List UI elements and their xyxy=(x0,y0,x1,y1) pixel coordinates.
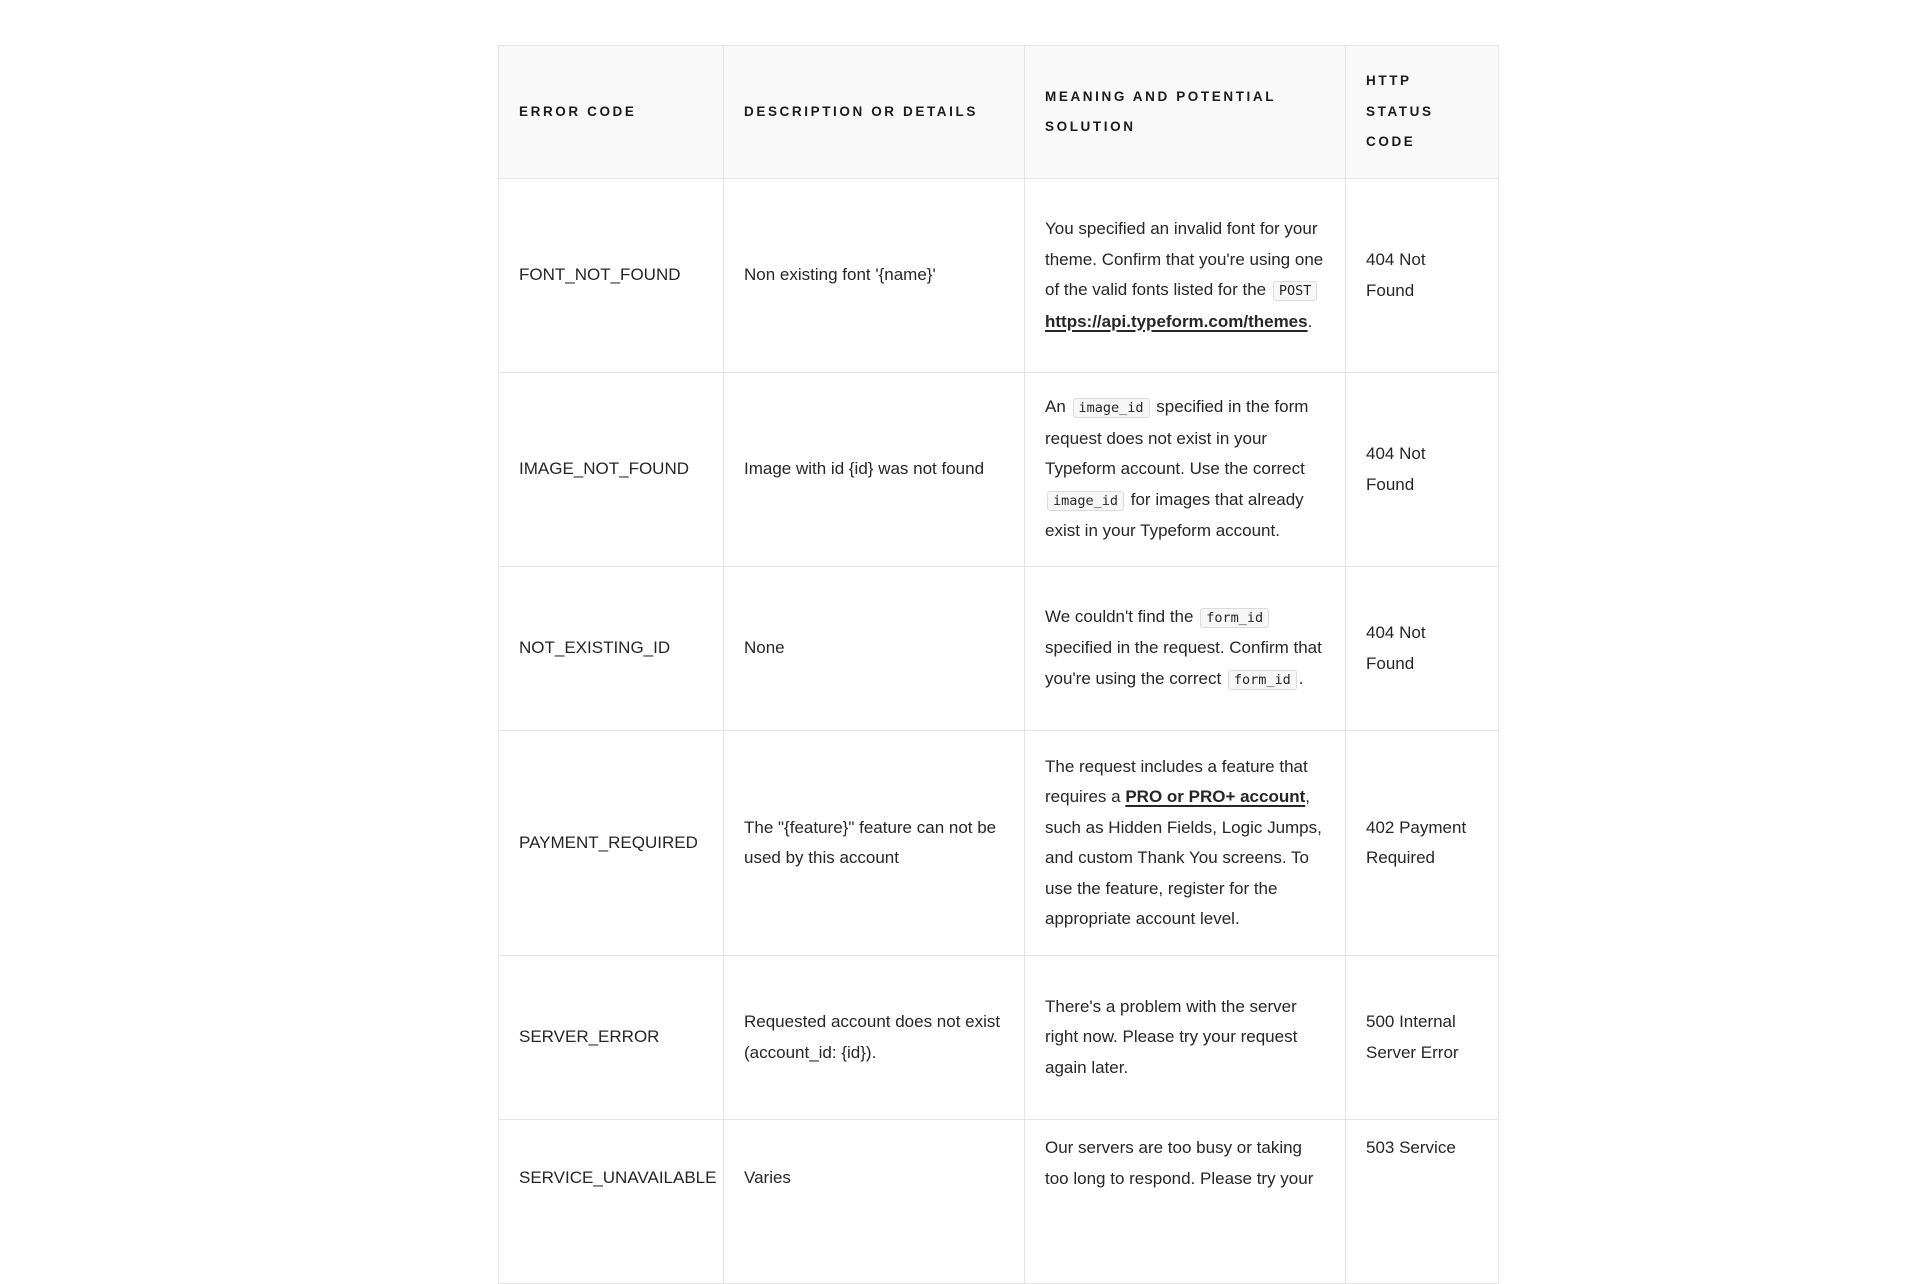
meaning-cell xyxy=(1025,373,1346,567)
inline-code: POST xyxy=(1273,281,1318,301)
inline-code: form_id xyxy=(1228,670,1297,690)
meaning-text: specified in the request. Confirm that you're using the correct xyxy=(1045,638,1322,688)
error-code-cell: NOT_EXISTING_ID xyxy=(499,567,724,731)
table-header-row xyxy=(499,46,1499,179)
description-cell: Non existing font '{name}' xyxy=(724,179,1025,373)
meaning-text: . xyxy=(1307,311,1313,331)
inline-code: image_id xyxy=(1047,491,1124,511)
table-row xyxy=(499,731,1499,956)
meaning-text: for images that already exist in your Typeform account. xyxy=(1045,489,1304,541)
meaning-text: . xyxy=(1298,668,1304,688)
themes-endpoint-link[interactable]: https://api.typeform.com/themes xyxy=(1045,311,1308,331)
http-status-cell: 404 Not Found xyxy=(1346,567,1499,731)
error-code-cell: FONT_NOT_FOUND xyxy=(499,179,724,373)
meaning-cell: Our servers are too busy or taking too long to respond. Please try your xyxy=(1025,1120,1346,1284)
table-row xyxy=(499,179,1499,373)
table-header xyxy=(499,46,1499,179)
header-meaning: MEANING AND POTENTIAL SOLUTION xyxy=(1025,46,1346,179)
error-code-cell: PAYMENT_REQUIRED xyxy=(499,731,724,956)
header-http-status: HTTP STATUS CODE xyxy=(1346,46,1499,179)
meaning-text: We couldn't find the xyxy=(1045,606,1199,626)
error-code-cell: SERVER_ERROR xyxy=(499,956,724,1120)
http-status-cell: 404 Not Found xyxy=(1346,373,1499,567)
meaning-cell xyxy=(1025,567,1346,731)
meaning-text: You specified an invalid font for your theme. Confirm that you're using one of the valid fonts listed for the xyxy=(1045,219,1324,299)
error-code-cell: SERVICE_UNAVAILABLE xyxy=(499,1120,724,1284)
table-body xyxy=(499,179,1499,1284)
description-cell: The "{feature}" feature can not be used by this account xyxy=(724,731,1025,956)
header-error-code: ERROR CODE xyxy=(499,46,724,179)
inline-code: form_id xyxy=(1200,608,1269,628)
description-cell: Requested account does not exist (account_id: {id}). xyxy=(724,956,1025,1120)
meaning-text: An xyxy=(1045,397,1071,417)
inline-code: image_id xyxy=(1073,398,1150,418)
description-cell: None xyxy=(724,567,1025,731)
meaning-text: specified in the form request does not exist in your Typeform account. Use the correct xyxy=(1045,397,1309,479)
meaning-cell xyxy=(1025,731,1346,956)
description-cell: Varies xyxy=(724,1120,1025,1284)
table-row xyxy=(499,956,1499,1120)
meaning-cell: There's a problem with the server right now. Please try your request again later. xyxy=(1025,956,1346,1120)
http-status-cell: 503 Service xyxy=(1346,1120,1499,1284)
error-code-cell: IMAGE_NOT_FOUND xyxy=(499,373,724,567)
http-status-cell: 500 Internal Server Error xyxy=(1346,956,1499,1120)
description-cell: Image with id {id} was not found xyxy=(724,373,1025,567)
table-row xyxy=(499,567,1499,731)
error-codes-table-viewport xyxy=(498,45,1467,1205)
pro-account-link[interactable]: PRO or PRO+ account xyxy=(1125,787,1306,806)
meaning-text: , such as Hidden Fields, Logic Jumps, and custom Thank You screens. To use the feature, register for the appropriate account level. xyxy=(1045,787,1322,928)
error-codes-table xyxy=(498,45,1499,1284)
meaning-cell xyxy=(1025,179,1346,373)
header-description: DESCRIPTION OR DETAILS xyxy=(724,46,1025,179)
meaning-text: The request includes a feature that requires a xyxy=(1045,756,1308,806)
http-status-cell: 404 Not Found xyxy=(1346,179,1499,373)
table-row xyxy=(499,373,1499,567)
http-status-cell: 402 Payment Required xyxy=(1346,731,1499,956)
table-row xyxy=(499,1120,1499,1284)
